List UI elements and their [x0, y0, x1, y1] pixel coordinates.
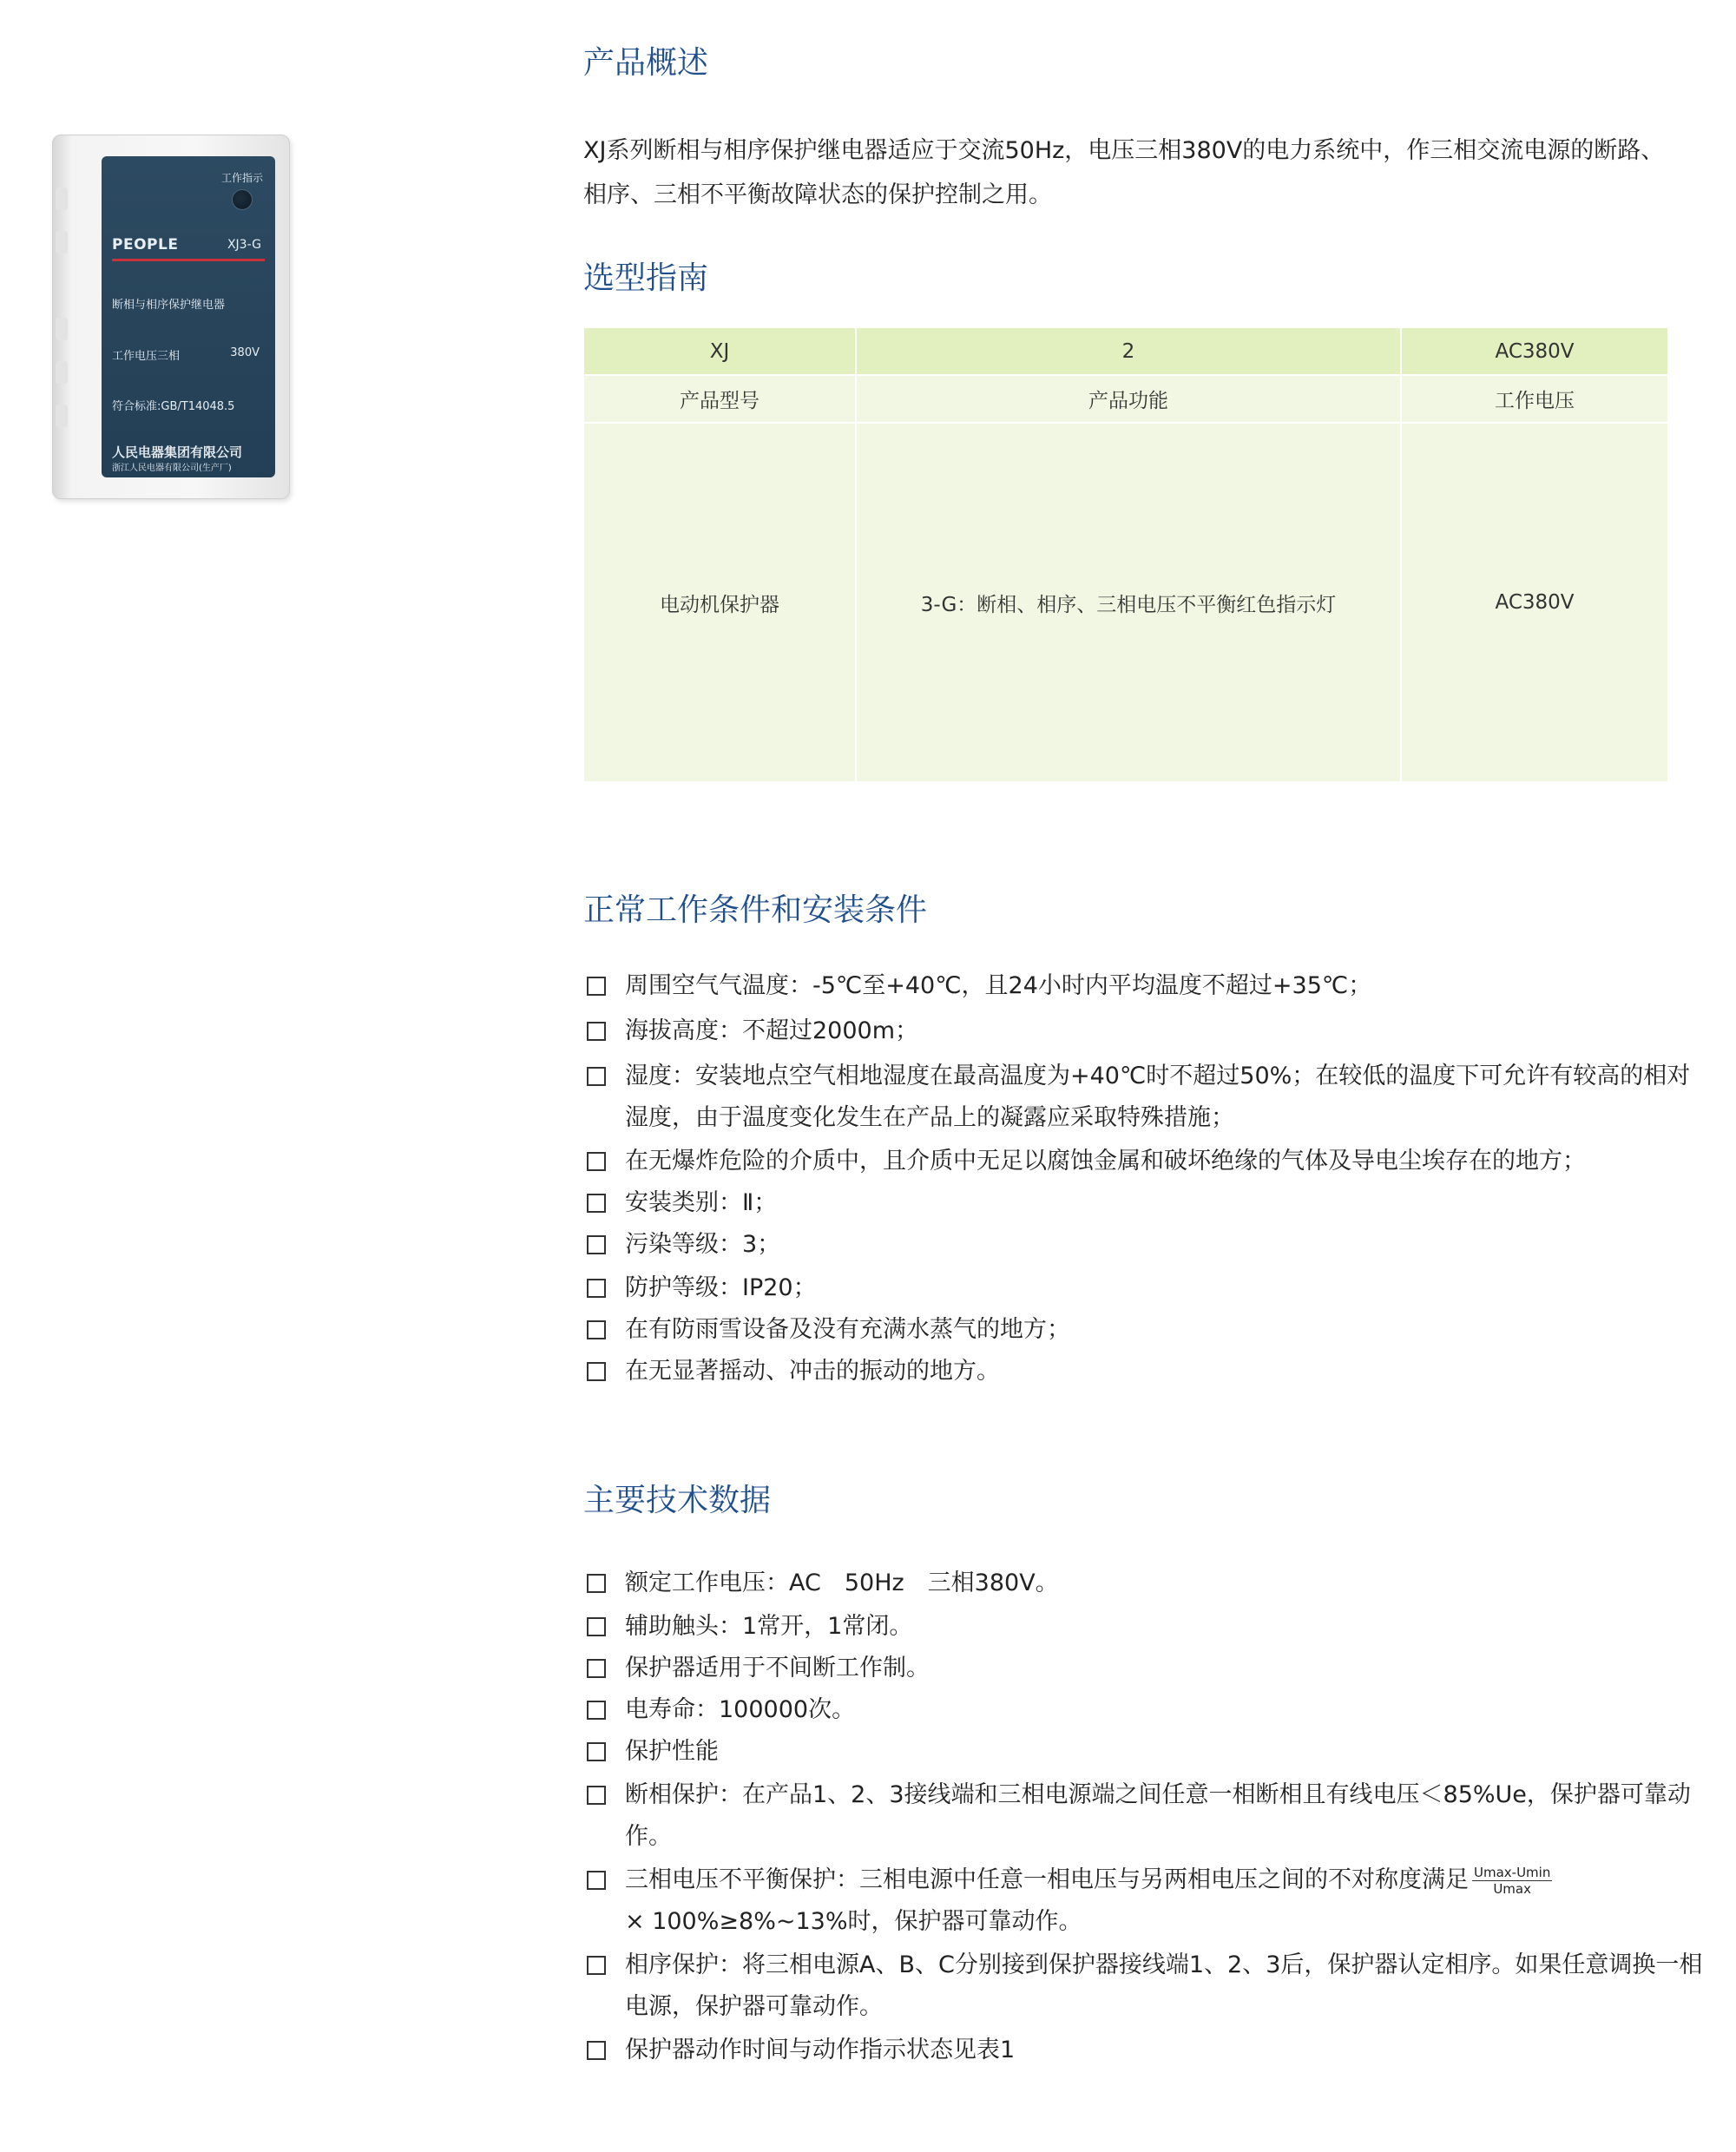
checkbox-icon	[587, 1574, 606, 1593]
indicator-label: 工作指示	[220, 172, 263, 184]
list-item: 三相电压不平衡保护：三相电源中任意一相电压与另两相电压之间的不对称度满足 $\frac{Umax-Umin}{Umax}$ × 100%≥8%~13%时，保护器可靠动作。	[583, 1859, 1703, 1943]
checkbox-icon	[587, 1235, 606, 1254]
table-cell: AC380V	[1401, 423, 1667, 781]
table-cell: 3-G：断相、相序、三相电压不平衡红色指示灯	[856, 423, 1401, 781]
selection-title: 选型指南	[583, 260, 709, 296]
checkbox-icon	[587, 1742, 606, 1761]
selection-table	[584, 328, 1667, 781]
list-item: 防护等级：IP20；	[583, 1267, 1703, 1309]
table-cell: 电动机保护器	[584, 423, 856, 781]
list-item: 周围空气气温度：-5℃至+40℃，且24小时内平均温度不超过+35℃；	[583, 965, 1703, 1007]
table-cell: 产品功能	[856, 375, 1401, 423]
list-item: 安装类别：Ⅱ；	[583, 1182, 1703, 1224]
table-row	[584, 328, 1667, 375]
checkbox-icon	[587, 1152, 606, 1171]
overview-title: 产品概述	[583, 45, 709, 81]
list-item: 相序保护：将三相电源A、B、C分别接到保护器接线端1、2、3后，保护器认定相序。如果任意调换一相电源，保护器可靠动作。	[583, 1945, 1703, 2028]
checkbox-icon	[587, 2041, 606, 2060]
company-sub-name: 浙江人民电器有限公司(生产厂)	[112, 464, 232, 473]
checkbox-icon	[587, 1067, 606, 1086]
housing-notch	[56, 405, 68, 427]
relay-front-panel	[102, 156, 275, 477]
brand-logo: PEOPLE	[112, 236, 179, 253]
list-item: 保护性能	[583, 1731, 1703, 1773]
list-item: 在无爆炸危险的介质中，且介质中无足以腐蚀金属和破坏绝缘的气体及导电尘埃存在的地方；	[583, 1141, 1703, 1182]
indicator-lamp-icon	[232, 189, 253, 210]
list-item: 电寿命：100000次。	[583, 1689, 1703, 1731]
checkbox-icon	[587, 1279, 606, 1298]
model-number: XJ3-G	[227, 238, 261, 252]
brand-underline	[112, 259, 265, 261]
table-cell: 产品型号	[584, 375, 856, 423]
checkbox-icon	[587, 1659, 606, 1678]
overview-text: XJ系列断相与相序保护继电器适应于交流50Hz，电压三相380V的电力系统中，作三相交流电源的断路、相序、三相不平衡故障状态的保护控制之用。	[583, 137, 1665, 208]
voltage-label: 工作电压三相	[112, 350, 181, 363]
checkbox-icon	[587, 1022, 606, 1041]
tech-list	[583, 1563, 1703, 2071]
company-name: 人民电器集团有限公司	[112, 444, 243, 460]
list-item: 湿度：安装地点空气相地湿度在最高温度为+40℃时不超过50%；在较低的温度下可允许有较高的相对湿度，由于温度变化发生在产品上的凝露应采取特殊措施；	[583, 1056, 1703, 1139]
product-name: 断相与相序保护继电器	[112, 299, 226, 312]
table-row	[584, 375, 1667, 423]
list-item: 在无显著摇动、冲击的振动的地方。	[583, 1351, 1703, 1392]
list-item: 污染等级：3；	[583, 1224, 1703, 1266]
housing-notch	[56, 361, 68, 384]
conditions-title: 正常工作条件和安装条件	[583, 892, 928, 928]
list-item: 断相保护：在产品1、2、3接线端和三相电源端之间任意一相断相且有线电压＜85%Ue，保护器可靠动作。	[583, 1774, 1703, 1858]
list-item: 保护器动作时间与动作指示状态见表1	[583, 2030, 1703, 2071]
list-item: 辅助触头：1常开，1常闭。	[583, 1606, 1703, 1648]
list-item: 海拔高度：不超过2000m；	[583, 1010, 1703, 1052]
fraction-formula: $\frac{Umax-Umin}{Umax}$	[1474, 1865, 1551, 1897]
housing-notch	[56, 231, 68, 253]
conditions-list	[583, 965, 1703, 1392]
list-item: 保护器适用于不间断工作制。	[583, 1648, 1703, 1689]
checkbox-icon	[587, 1362, 606, 1381]
checkbox-icon	[587, 1786, 606, 1805]
housing-notch	[56, 318, 68, 340]
housing-notch	[56, 188, 68, 210]
list-item: 在有防雨雪设备及没有充满水蒸气的地方；	[583, 1309, 1703, 1351]
table-cell: 工作电压	[1401, 375, 1667, 423]
product-image	[52, 135, 291, 499]
list-item: 额定工作电压：AC 50Hz 三相380V。	[583, 1563, 1703, 1604]
checkbox-icon	[587, 1871, 606, 1890]
table-cell: AC380V	[1401, 328, 1667, 375]
checkbox-icon	[587, 977, 606, 996]
table-cell: XJ	[584, 328, 856, 375]
checkbox-icon	[587, 1617, 606, 1636]
standard-text: 符合标准:GB/T14048.5	[112, 400, 235, 413]
voltage-value: 380V	[230, 346, 260, 359]
checkbox-icon	[587, 1194, 606, 1213]
checkbox-icon	[587, 1701, 606, 1720]
checkbox-icon	[587, 1956, 606, 1975]
tech-title: 主要技术数据	[583, 1483, 772, 1518]
table-row	[584, 423, 1667, 781]
checkbox-icon	[587, 1320, 606, 1339]
relay-housing	[52, 135, 290, 499]
table-cell: 2	[856, 328, 1401, 375]
